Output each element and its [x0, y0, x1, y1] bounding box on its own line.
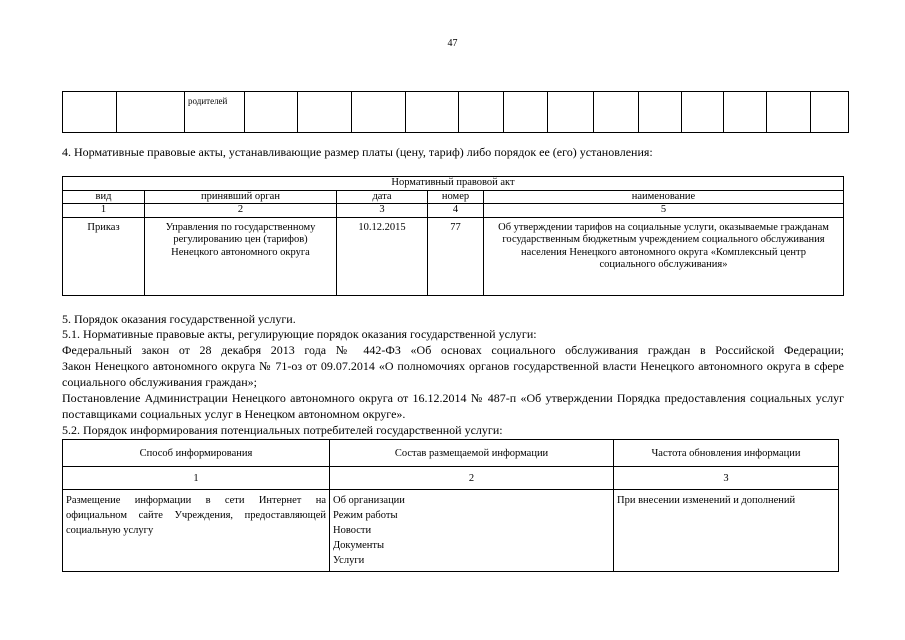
legal-acts-fee-table	[62, 176, 844, 296]
table-cell	[245, 92, 298, 133]
column-header: наименование	[484, 190, 844, 204]
column-header: Способ информирования	[63, 440, 330, 467]
table-cell	[639, 92, 682, 133]
column-header: дата	[337, 190, 428, 204]
table-cell	[63, 92, 117, 133]
table-cell	[594, 92, 639, 133]
list-item: Режим работы	[333, 510, 398, 521]
section-5-1-heading: 5.1. Нормативные правовые акты, регулирующие порядок оказания государственной услуги:	[62, 327, 537, 341]
list-item: Документы	[333, 540, 385, 551]
table-cell	[298, 92, 352, 133]
column-number: 3	[614, 467, 839, 490]
column-number: 2	[145, 204, 337, 218]
list-item: Услуги	[333, 555, 365, 566]
act-date: 10.12.2015	[337, 217, 428, 295]
act-number: 77	[428, 217, 484, 295]
table-row	[63, 217, 844, 295]
column-number: 3	[337, 204, 428, 218]
column-number: 2	[330, 467, 614, 490]
information-table	[62, 439, 839, 572]
list-item: Новости	[333, 525, 372, 536]
act-organ: Управления по государственному регулированию цен (тарифов) Ненецкого автономного округа	[145, 217, 337, 295]
table-cell	[724, 92, 767, 133]
table-row	[63, 92, 849, 133]
act-type: Приказ	[63, 217, 145, 295]
table-cell	[459, 92, 504, 133]
list-item: Об организации	[333, 495, 405, 506]
update-frequency: При внесении изменений и дополнений	[614, 490, 839, 572]
table-cell	[352, 92, 406, 133]
table-cell	[406, 92, 459, 133]
section-5-2-heading: 5.2. Порядок информирования потенциальных потребителей государственной услуги:	[62, 423, 503, 437]
column-number-row	[63, 204, 844, 218]
column-header: номер	[428, 190, 484, 204]
column-number-row	[63, 467, 839, 490]
table-cell: родителей	[185, 92, 245, 133]
section-5-heading: 5. Порядок оказания государственной услуги.	[62, 312, 296, 326]
table-cell	[117, 92, 185, 133]
column-header: Частота обновления информации	[614, 440, 839, 467]
continuation-table	[62, 91, 849, 133]
table-cell	[504, 92, 548, 133]
act-resolution: Постановление Администрации Ненецкого автономного округа от 16.12.2014 № 487-п «Об утверждении Порядка предоставления социальных услуг поставщиками социальных услуг в Ненецком автономном округе».	[62, 391, 844, 421]
act-name: Об утверждении тарифов на социальные услуги, оказываемые гражданам государственным бюджетным учреждением социального обслуживания населения Ненецкого автономного округа «Комплексный центр социального обслуживания»	[484, 217, 844, 295]
table-cell	[811, 92, 849, 133]
table-header-row	[63, 177, 844, 191]
column-number: 4	[428, 204, 484, 218]
column-header: принявший орган	[145, 190, 337, 204]
group-header: Нормативный правовой акт	[63, 177, 844, 191]
table-header-row	[63, 440, 839, 467]
act-federal-law: Федеральный закон от 28 декабря 2013 года № 442-ФЗ «Об основах социального обслуживания граждан в Российской Федерации;	[62, 343, 844, 357]
act-regional-law: Закон Ненецкого автономного округа № 71-оз от 09.07.2014 «О полномочиях органов государственной власти Ненецкого автономного округа в сфере социального обслуживания граждан»;	[62, 359, 844, 389]
column-header: Состав размещаемой информации	[330, 440, 614, 467]
table-row	[63, 490, 839, 572]
information-contents	[330, 490, 614, 572]
table-cell	[548, 92, 594, 133]
table-header-row	[63, 190, 844, 204]
table-cell	[767, 92, 811, 133]
page-number: 47	[447, 38, 458, 49]
column-number: 1	[63, 467, 330, 490]
information-method: Размещение информации в сети Интернет на официальном сайте Учреждения, предоставляющей социальную услугу	[63, 490, 330, 572]
column-header: вид	[63, 190, 145, 204]
column-number: 5	[484, 204, 844, 218]
column-number: 1	[63, 204, 145, 218]
table-cell	[682, 92, 724, 133]
section-4-heading: 4. Нормативные правовые акты, устанавливающие размер платы (цену, тариф) либо порядок ее (его) установления:	[62, 145, 653, 159]
